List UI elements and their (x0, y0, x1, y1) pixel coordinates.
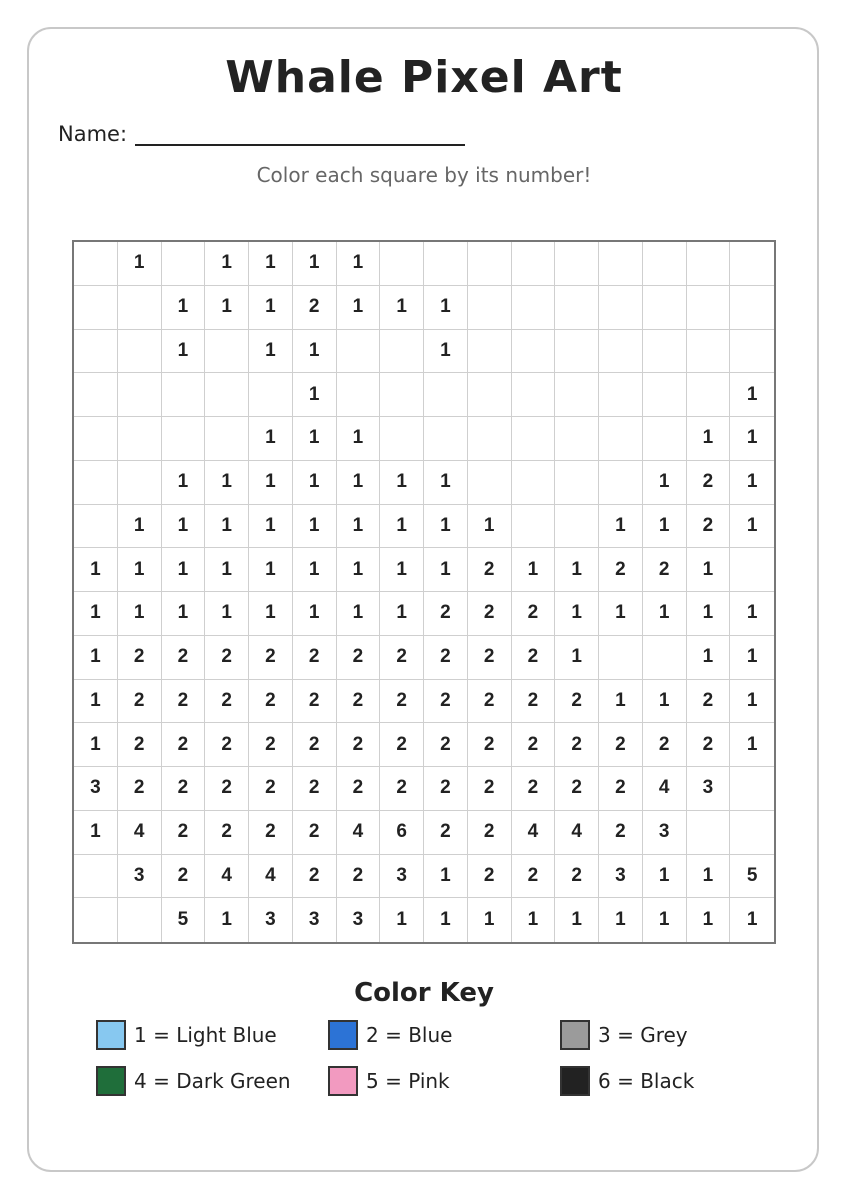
grid-cell[interactable]: 1 (687, 855, 731, 899)
color-key-label: 5 = Pink (366, 1069, 450, 1093)
grid-cell[interactable]: 1 (337, 417, 381, 461)
grid-cell[interactable]: 2 (643, 548, 687, 592)
grid-cell[interactable]: 1 (249, 461, 293, 505)
grid-cell[interactable]: 1 (337, 505, 381, 549)
grid-cell[interactable]: 3 (643, 811, 687, 855)
color-key-item (560, 1066, 694, 1096)
grid-cell[interactable]: 1 (205, 242, 249, 286)
grid-cell[interactable]: 2 (555, 680, 599, 724)
grid-cell[interactable]: 1 (205, 505, 249, 549)
grid-cell[interactable]: 1 (424, 330, 468, 374)
grid-cell[interactable] (118, 898, 162, 942)
grid-cell[interactable]: 1 (380, 286, 424, 330)
grid-cell[interactable]: 1 (730, 461, 774, 505)
grid-cell[interactable]: 2 (205, 636, 249, 680)
grid-cell[interactable] (643, 373, 687, 417)
grid-cell[interactable] (512, 330, 556, 374)
grid-cell[interactable] (599, 330, 643, 374)
color-swatch (96, 1020, 126, 1050)
grid-cell[interactable] (424, 242, 468, 286)
grid-cell[interactable]: 1 (687, 636, 731, 680)
grid-cell[interactable]: 2 (468, 592, 512, 636)
grid-cell[interactable]: 2 (205, 680, 249, 724)
grid-cell[interactable] (380, 242, 424, 286)
grid-cell[interactable]: 1 (730, 636, 774, 680)
color-key-item (96, 1020, 277, 1050)
grid-cell[interactable] (118, 417, 162, 461)
grid-cell[interactable]: 1 (118, 592, 162, 636)
grid-cell[interactable]: 4 (118, 811, 162, 855)
grid-cell[interactable] (424, 417, 468, 461)
grid-cell[interactable] (74, 898, 118, 942)
grid-cell[interactable]: 2 (424, 767, 468, 811)
grid-cell[interactable]: 1 (249, 592, 293, 636)
grid-cell[interactable] (555, 505, 599, 549)
grid-cell[interactable]: 2 (512, 680, 556, 724)
color-key-label: 6 = Black (598, 1069, 695, 1093)
grid-cell[interactable]: 1 (730, 373, 774, 417)
grid-cell[interactable]: 1 (293, 330, 337, 374)
grid-cell[interactable]: 2 (599, 723, 643, 767)
grid-cell[interactable]: 2 (512, 636, 556, 680)
grid-cell[interactable] (424, 373, 468, 417)
grid-cell[interactable]: 2 (424, 811, 468, 855)
grid-cell[interactable] (74, 330, 118, 374)
grid-cell[interactable] (74, 417, 118, 461)
grid-cell[interactable]: 1 (730, 505, 774, 549)
grid-cell[interactable]: 2 (205, 811, 249, 855)
grid-cell[interactable]: 1 (293, 505, 337, 549)
grid-cell[interactable]: 4 (249, 855, 293, 899)
color-key-item (328, 1020, 452, 1050)
grid-cell[interactable]: 1 (687, 592, 731, 636)
grid-cell[interactable] (555, 286, 599, 330)
grid-cell[interactable]: 1 (337, 286, 381, 330)
grid-cell[interactable] (512, 373, 556, 417)
grid-cell[interactable]: 2 (599, 548, 643, 592)
grid-cell[interactable]: 1 (424, 286, 468, 330)
grid-cell[interactable]: 1 (118, 242, 162, 286)
grid-cell[interactable]: 1 (730, 417, 774, 461)
grid-cell[interactable]: 2 (337, 723, 381, 767)
grid-cell[interactable]: 1 (249, 417, 293, 461)
grid-cell[interactable]: 4 (512, 811, 556, 855)
grid-cell[interactable]: 1 (249, 330, 293, 374)
grid-cell[interactable]: 2 (293, 855, 337, 899)
color-key-item (560, 1020, 688, 1050)
grid-cell[interactable] (512, 242, 556, 286)
grid-cell[interactable]: 2 (687, 461, 731, 505)
grid-cell[interactable] (687, 811, 731, 855)
grid-cell[interactable] (512, 286, 556, 330)
grid-cell[interactable]: 1 (118, 548, 162, 592)
color-key-label: 1 = Light Blue (134, 1023, 277, 1047)
grid-cell[interactable]: 1 (424, 855, 468, 899)
grid-cell[interactable]: 2 (555, 855, 599, 899)
grid-cell[interactable] (687, 286, 731, 330)
grid-cell[interactable] (512, 505, 556, 549)
grid-cell[interactable]: 1 (205, 548, 249, 592)
grid-cell[interactable]: 1 (746, 909, 758, 931)
grid-cell[interactable]: 1 (599, 505, 643, 549)
grid-cell[interactable] (599, 242, 643, 286)
grid-cell[interactable] (74, 286, 118, 330)
grid-cell[interactable]: 1 (162, 330, 206, 374)
grid-cell[interactable] (74, 373, 118, 417)
grid-cell[interactable]: 2 (118, 680, 162, 724)
grid-cell[interactable] (730, 767, 774, 811)
instructions: Color each square by its number! (256, 163, 592, 187)
grid-cell[interactable] (118, 330, 162, 374)
color-key-label: 4 = Dark Green (134, 1069, 291, 1093)
grid-cell[interactable]: 2 (468, 855, 512, 899)
grid-cell[interactable]: 1 (555, 898, 599, 942)
grid-cell[interactable]: 1 (118, 505, 162, 549)
pixel-grid (72, 240, 776, 944)
grid-cell[interactable] (599, 373, 643, 417)
grid-cell[interactable] (380, 373, 424, 417)
grid-cell[interactable]: 2 (293, 767, 337, 811)
grid-cell[interactable] (205, 373, 249, 417)
color-swatch (328, 1020, 358, 1050)
grid-cell[interactable]: 2 (687, 723, 731, 767)
grid-cell[interactable] (512, 417, 556, 461)
grid-cell[interactable]: 1 (380, 898, 424, 942)
color-key-label: 3 = Grey (598, 1023, 688, 1047)
grid-cell[interactable]: 1 (599, 592, 643, 636)
grid-cell[interactable]: 2 (599, 811, 643, 855)
grid-cell[interactable] (512, 461, 556, 505)
grid-cell[interactable]: 6 (380, 811, 424, 855)
grid-cell[interactable] (380, 417, 424, 461)
grid-cell[interactable]: 2 (687, 505, 731, 549)
grid-cell[interactable] (687, 373, 731, 417)
grid-cell[interactable]: 2 (205, 767, 249, 811)
grid-cell[interactable]: 2 (468, 548, 512, 592)
grid-cell[interactable] (643, 286, 687, 330)
grid-cell[interactable]: 1 (468, 898, 512, 942)
grid-cell[interactable]: 2 (643, 723, 687, 767)
grid-cell[interactable] (249, 373, 293, 417)
grid-cell[interactable]: 2 (512, 767, 556, 811)
color-key (96, 1020, 736, 1100)
grid-cell[interactable]: 2 (555, 723, 599, 767)
grid-cell[interactable] (643, 417, 687, 461)
grid-cell[interactable]: 2 (162, 723, 206, 767)
grid-cell[interactable]: 1 (643, 592, 687, 636)
grid-cell[interactable]: 2 (599, 767, 643, 811)
grid-cell[interactable]: 1 (249, 548, 293, 592)
grid-cell[interactable]: 1 (205, 898, 249, 942)
grid-cell[interactable]: 1 (512, 548, 556, 592)
color-swatch (328, 1066, 358, 1096)
grid-cell[interactable]: 1 (74, 723, 118, 767)
grid-cell[interactable] (205, 330, 249, 374)
grid-cell[interactable]: 2 (380, 636, 424, 680)
grid-cell[interactable]: 2 (512, 723, 556, 767)
grid-cell[interactable]: 4 (555, 811, 599, 855)
grid-cell[interactable]: 2 (293, 811, 337, 855)
grid-cell[interactable]: 1 (205, 461, 249, 505)
grid-cell[interactable]: 1 (249, 242, 293, 286)
grid-cell[interactable]: 2 (512, 592, 556, 636)
grid-cell[interactable] (555, 242, 599, 286)
grid-cell[interactable]: 3 (249, 898, 293, 942)
grid-cell[interactable]: 1 (468, 505, 512, 549)
grid-cell[interactable]: 1 (293, 417, 337, 461)
grid-cell[interactable]: 2 (337, 680, 381, 724)
page-title: Whale Pixel Art (225, 52, 623, 103)
grid-cell[interactable] (380, 330, 424, 374)
grid-cell[interactable]: 2 (468, 811, 512, 855)
name-field[interactable] (135, 122, 465, 146)
grid-cell[interactable]: 1 (293, 373, 337, 417)
grid-cell[interactable]: 1 (162, 286, 206, 330)
grid-cell[interactable]: 1 (74, 636, 118, 680)
grid-cell[interactable]: 2 (293, 680, 337, 724)
grid-cell[interactable]: 2 (424, 592, 468, 636)
grid-cell[interactable] (599, 636, 643, 680)
grid-cell[interactable]: 1 (380, 592, 424, 636)
grid-cell[interactable]: 1 (293, 461, 337, 505)
grid-cell[interactable] (687, 242, 731, 286)
grid-cell[interactable]: 1 (643, 680, 687, 724)
grid-cell[interactable] (730, 242, 774, 286)
grid-cell[interactable]: 1 (293, 548, 337, 592)
grid-cell[interactable]: 1 (74, 548, 118, 592)
grid-cell[interactable] (599, 461, 643, 505)
grid-cell[interactable]: 2 (468, 723, 512, 767)
grid-cell[interactable]: 1 (249, 286, 293, 330)
grid-cell[interactable]: 2 (424, 636, 468, 680)
grid-cell[interactable]: 3 (118, 855, 162, 899)
name-label: Name: (58, 122, 128, 146)
grid-cell[interactable]: 1 (424, 548, 468, 592)
grid-cell[interactable] (468, 417, 512, 461)
grid-cell[interactable]: 2 (380, 723, 424, 767)
grid-cell[interactable]: 1 (293, 242, 337, 286)
grid-cell[interactable] (205, 417, 249, 461)
grid-cell[interactable]: 3 (293, 898, 337, 942)
grid-cell[interactable]: 1 (687, 548, 731, 592)
grid-cell[interactable] (730, 330, 774, 374)
grid-cell[interactable] (687, 330, 731, 374)
grid-cell[interactable] (118, 461, 162, 505)
grid-cell[interactable] (468, 373, 512, 417)
grid-cell[interactable] (337, 373, 381, 417)
grid-cell[interactable]: 1 (643, 855, 687, 899)
grid-cell[interactable]: 3 (380, 855, 424, 899)
grid-cell[interactable]: 2 (468, 680, 512, 724)
grid-cell[interactable]: 2 (337, 855, 381, 899)
grid-cell[interactable] (599, 417, 643, 461)
grid-cell[interactable] (162, 417, 206, 461)
color-key-item (328, 1066, 450, 1096)
grid-cell[interactable]: 1 (643, 898, 687, 942)
grid-cell[interactable]: 1 (380, 505, 424, 549)
grid-cell[interactable]: 2 (162, 767, 206, 811)
grid-cell[interactable]: 1 (424, 505, 468, 549)
grid-cell[interactable]: 2 (205, 723, 249, 767)
grid-cell[interactable]: 2 (249, 680, 293, 724)
grid-cell[interactable]: 2 (249, 767, 293, 811)
grid-cell[interactable]: 1 (687, 417, 731, 461)
grid-cell[interactable] (730, 811, 774, 855)
grid-cell[interactable]: 1 (730, 723, 774, 767)
grid-cell[interactable]: 1 (730, 680, 774, 724)
color-swatch (560, 1020, 590, 1050)
grid-cell[interactable] (555, 461, 599, 505)
grid-cell[interactable]: 1 (205, 286, 249, 330)
grid-cell[interactable] (118, 286, 162, 330)
grid-cell[interactable] (468, 330, 512, 374)
grid-cell[interactable] (74, 855, 118, 899)
grid-cell[interactable] (555, 417, 599, 461)
grid-cell[interactable]: 2 (249, 811, 293, 855)
grid-cell[interactable]: 1 (337, 461, 381, 505)
grid-cell[interactable]: 2 (162, 680, 206, 724)
grid-cell[interactable]: 1 (730, 592, 774, 636)
grid-cell[interactable]: 2 (162, 811, 206, 855)
color-swatch (560, 1066, 590, 1096)
grid-cell[interactable]: 2 (337, 767, 381, 811)
name-row (58, 122, 465, 146)
grid-cell[interactable] (74, 461, 118, 505)
grid-cell[interactable] (730, 286, 774, 330)
color-key-title: Color Key (354, 978, 494, 1008)
grid-cell[interactable] (555, 330, 599, 374)
grid-cell[interactable]: 1 (424, 898, 468, 942)
grid-cell[interactable]: 1 (74, 811, 118, 855)
grid-cell[interactable]: 1 (74, 680, 118, 724)
grid-cell[interactable]: 2 (468, 636, 512, 680)
grid-cell[interactable]: 2 (293, 723, 337, 767)
grid-cell[interactable]: 1 (555, 548, 599, 592)
grid-cell[interactable]: 4 (205, 855, 249, 899)
grid-cell[interactable]: 2 (118, 723, 162, 767)
grid-cell[interactable]: 2 (380, 680, 424, 724)
grid-cell[interactable]: 1 (162, 505, 206, 549)
grid-cell[interactable]: 2 (687, 680, 731, 724)
grid-cell[interactable]: 1 (205, 592, 249, 636)
grid-cell[interactable]: 1 (162, 548, 206, 592)
grid-cell[interactable]: 2 (162, 855, 206, 899)
grid-cell[interactable] (468, 461, 512, 505)
grid-cell[interactable]: 1 (599, 680, 643, 724)
grid-cell[interactable]: 1 (599, 898, 643, 942)
grid-cell[interactable]: 2 (293, 286, 337, 330)
grid-cell[interactable]: 3 (74, 767, 118, 811)
color-key-label: 2 = Blue (366, 1023, 453, 1047)
grid-cell[interactable]: 2 (293, 636, 337, 680)
grid-cell[interactable]: 3 (337, 898, 381, 942)
grid-cell[interactable]: 1 (555, 592, 599, 636)
grid-cell[interactable]: 2 (118, 636, 162, 680)
grid-cell[interactable] (74, 242, 118, 286)
grid-cell[interactable]: 2 (424, 680, 468, 724)
grid-cell[interactable]: 2 (249, 636, 293, 680)
grid-cell[interactable]: 5 (162, 898, 206, 942)
grid-cell[interactable]: 3 (599, 855, 643, 899)
grid-cell[interactable]: 2 (249, 723, 293, 767)
grid-cell[interactable]: 1 (337, 592, 381, 636)
grid-cell[interactable]: 2 (118, 767, 162, 811)
grid-cell[interactable]: 2 (162, 636, 206, 680)
grid-cell[interactable]: 1 (337, 548, 381, 592)
grid-cell[interactable]: 1 (337, 242, 381, 286)
grid-cell[interactable]: 3 (687, 767, 731, 811)
grid-cell[interactable]: 5 (730, 855, 774, 899)
grid-cell[interactable]: 2 (337, 636, 381, 680)
grid-cell[interactable] (599, 286, 643, 330)
grid-cell[interactable]: 1 (424, 461, 468, 505)
grid-cell[interactable] (730, 548, 774, 592)
grid-cell[interactable]: 4 (643, 767, 687, 811)
grid-cell[interactable]: 1 (643, 461, 687, 505)
grid-cell[interactable]: 1 (162, 461, 206, 505)
color-swatch (96, 1066, 126, 1096)
color-key-item (96, 1066, 291, 1096)
grid-cell[interactable]: 1 (643, 505, 687, 549)
grid-cell[interactable]: 2 (555, 767, 599, 811)
grid-cell[interactable]: 2 (468, 767, 512, 811)
grid-cell[interactable] (118, 373, 162, 417)
grid-cell[interactable]: 1 (74, 592, 118, 636)
grid-cell[interactable] (162, 242, 206, 286)
grid-cell[interactable] (643, 636, 687, 680)
grid-cell[interactable]: 2 (424, 723, 468, 767)
grid-cell[interactable]: 1 (380, 548, 424, 592)
grid-cell[interactable] (337, 330, 381, 374)
grid-cell[interactable]: 1 (555, 636, 599, 680)
grid-cell[interactable]: 1 (293, 592, 337, 636)
grid-cell[interactable]: 2 (380, 767, 424, 811)
grid-cell[interactable]: 1 (162, 592, 206, 636)
grid-cell[interactable]: 1 (512, 898, 556, 942)
grid-cell[interactable] (643, 330, 687, 374)
grid-cell[interactable]: 4 (337, 811, 381, 855)
grid-cell[interactable] (468, 286, 512, 330)
grid-cell[interactable] (555, 373, 599, 417)
grid-cell[interactable]: 1 (249, 505, 293, 549)
grid-cell[interactable]: 2 (512, 855, 556, 899)
grid-cell[interactable]: 1 (687, 898, 731, 942)
grid-cell[interactable] (468, 242, 512, 286)
grid-cell[interactable] (162, 373, 206, 417)
grid-cell[interactable] (643, 242, 687, 286)
grid-cell[interactable] (74, 505, 118, 549)
grid-cell[interactable]: 1 (380, 461, 424, 505)
